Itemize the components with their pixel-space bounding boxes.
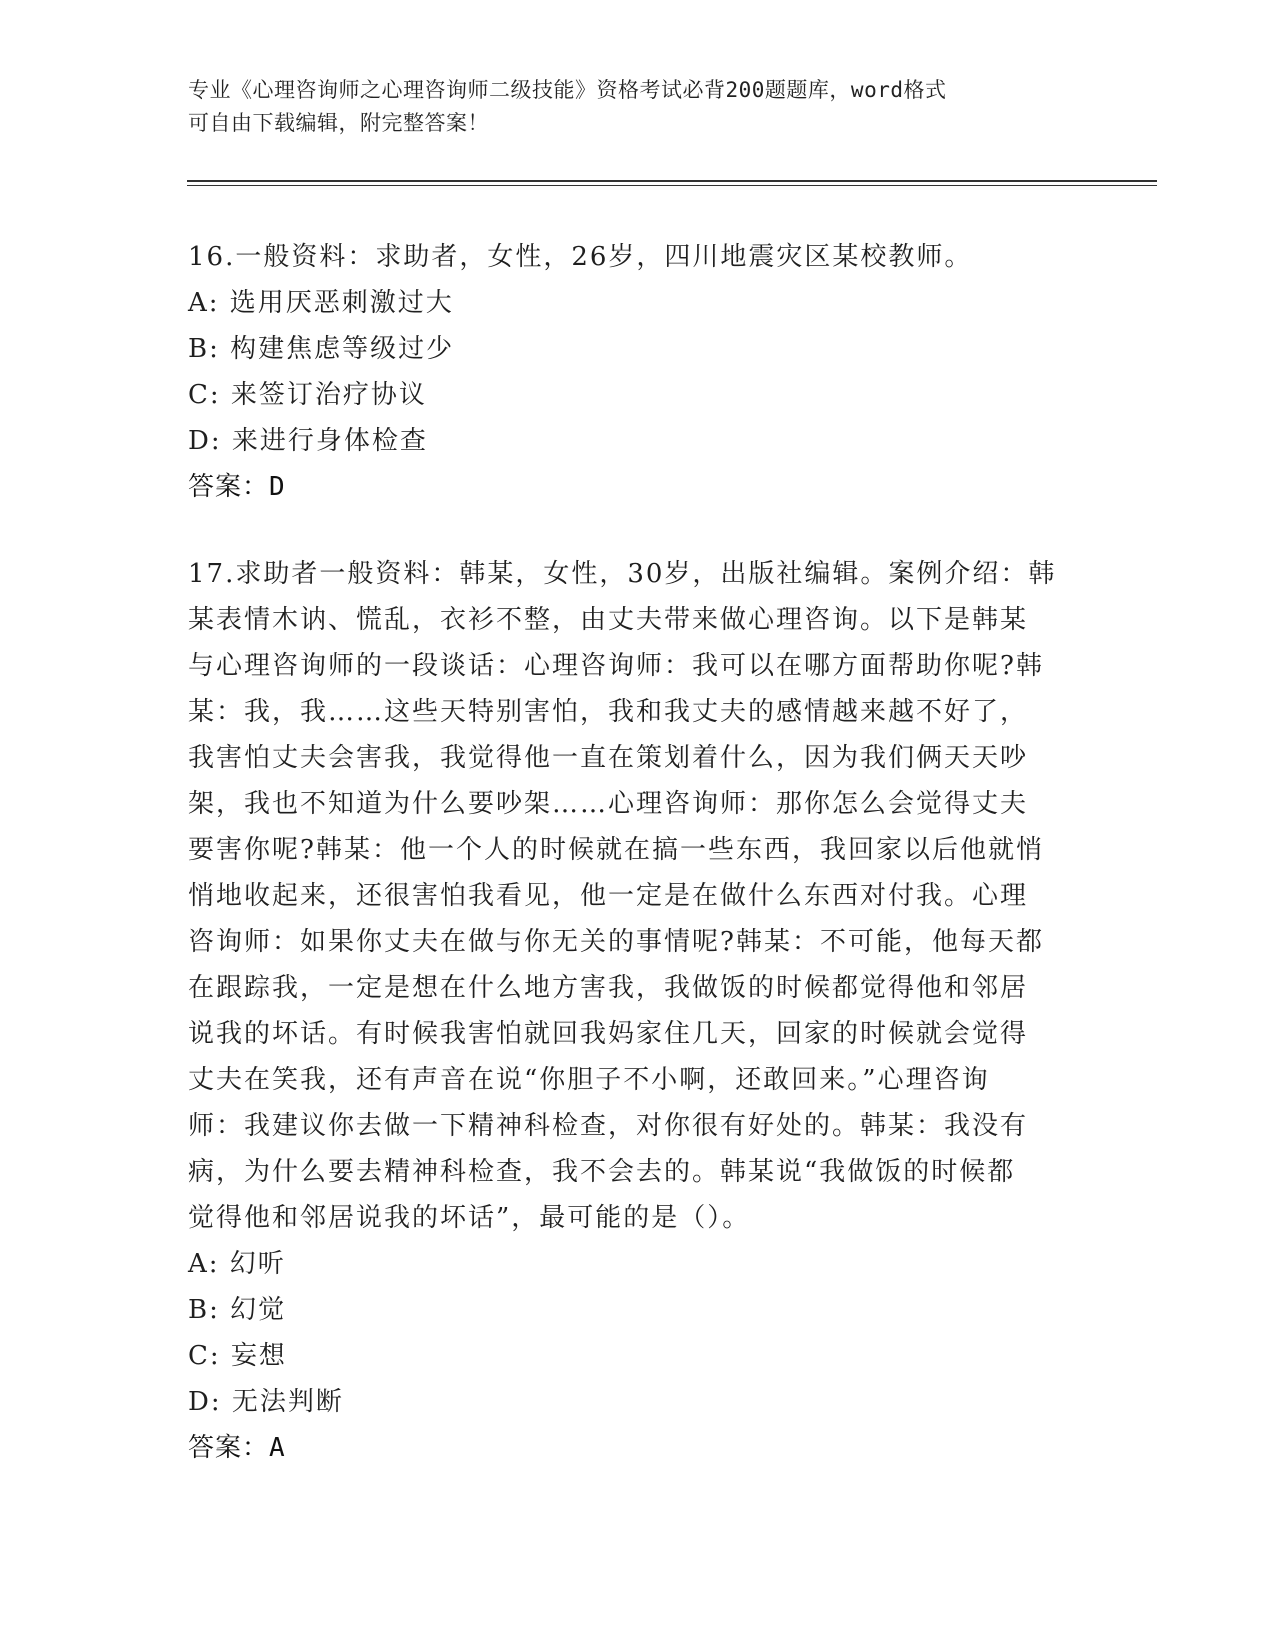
- question-stem-line: 16.一般资料：求助者，女性，26岁，四川地震灾区某校教师。: [188, 242, 973, 272]
- question-stem-line: 咨询师：如果你丈夫在做与你无关的事情呢?韩某：不可能，他每天都: [188, 927, 1044, 957]
- answer-line: [188, 464, 1088, 510]
- question-stem-line: 17.求助者一般资料：韩某，女性，30岁，出版社编辑。案例介绍：韩: [188, 559, 1057, 589]
- question-stem-line: 我害怕丈夫会害我，我觉得他一直在策划着什么，因为我们俩天天吵: [188, 743, 1029, 773]
- option-b: B: 构建焦虑等级过少: [188, 334, 455, 364]
- option-d: D: 来进行身体检查: [188, 426, 428, 456]
- question-17: [188, 551, 1088, 1471]
- answer-value: D: [269, 472, 286, 502]
- header-divider-thin: [187, 185, 1157, 186]
- question-stem-line: 师：我建议你去做一下精神科检查，对你很有好处的。韩某：我没有: [188, 1111, 1029, 1141]
- question-stem-line: 与心理咨询师的一段谈话：心理咨询师：我可以在哪方面帮助你呢?韩: [188, 651, 1044, 681]
- question-16: [188, 234, 1088, 510]
- question-stem-line: 要害你呢?韩某：他一个人的时候就在搞一些东西，我回家以后他就悄: [188, 835, 1044, 865]
- option-c: C: 来签订治疗协议: [188, 380, 427, 410]
- option-d: D: 无法判断: [188, 1387, 344, 1417]
- answer-value: A: [269, 1433, 286, 1463]
- option-a: A: 选用厌恶刺激过大: [188, 288, 454, 318]
- header-line-2: 可自由下载编辑，附完整答案！: [188, 111, 489, 135]
- header-divider-thick: [187, 180, 1157, 182]
- question-stem-line: 悄地收起来，还很害怕我看见，他一定是在做什么东西对付我。心理: [188, 881, 1029, 911]
- option-b: B: 幻觉: [188, 1295, 287, 1325]
- option-a: A: 幻听: [188, 1249, 286, 1279]
- header-line-1: 专业《心理咨询师之心理咨询师二级技能》资格考试必背200题题库，word格式: [188, 78, 947, 102]
- option-c: C: 妄想: [188, 1341, 287, 1371]
- question-stem-line: 在跟踪我，一定是想在什么地方害我，我做饭的时候都觉得他和邻居: [188, 973, 1029, 1003]
- question-stem-line: 某表情木讷、慌乱，衣衫不整，由丈夫带来做心理咨询。以下是韩某: [188, 605, 1029, 635]
- question-stem-line: 某：我，我……这些天特别害怕，我和我丈夫的感情越来越不好了，: [188, 697, 1029, 727]
- document-header: [188, 74, 1088, 140]
- question-stem-line: 丈夫在笑我，还有声音在说“你胆子不小啊，还敢回来。”心理咨询: [188, 1065, 990, 1095]
- answer-line: [188, 1425, 1088, 1471]
- answer-label: 答案：: [188, 472, 270, 502]
- question-stem-line: 架，我也不知道为什么要吵架……心理咨询师：那你怎么会觉得丈夫: [188, 789, 1029, 819]
- question-stem-line: 说我的坏话。有时候我害怕就回我妈家住几天，回家的时候就会觉得: [188, 1019, 1029, 1049]
- question-stem-line: 病，为什么要去精神科检查，我不会去的。韩某说“我做饭的时候都: [188, 1157, 1016, 1187]
- question-stem-line: 觉得他和邻居说我的坏话”，最可能的是（）。: [188, 1203, 751, 1233]
- answer-label: 答案：: [188, 1433, 270, 1463]
